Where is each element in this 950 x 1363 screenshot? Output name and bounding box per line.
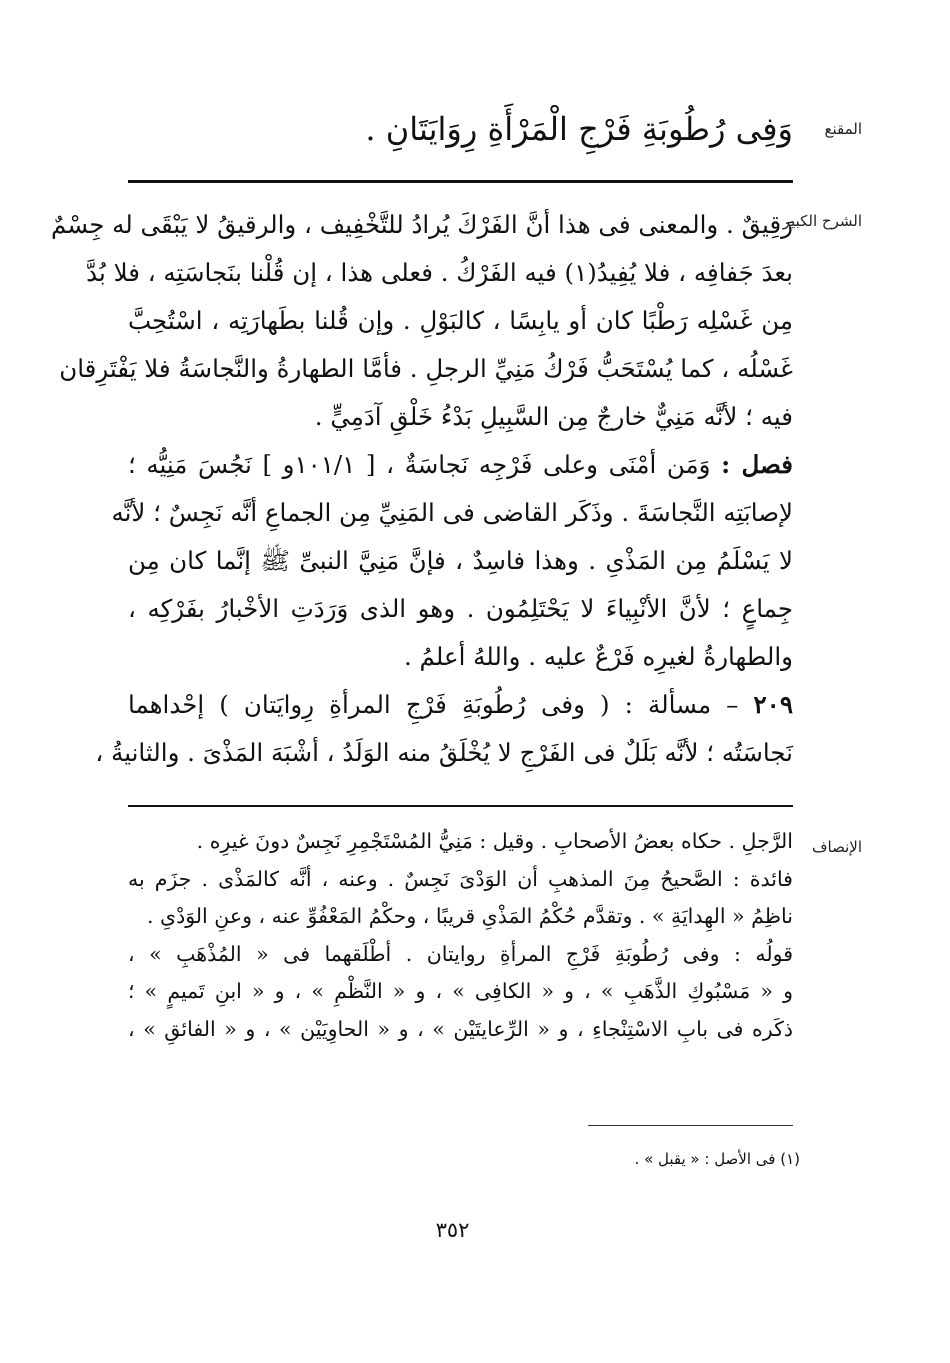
fasl-first-line (128, 441, 793, 489)
sharh-line: غَسْلُه ، كما يُسْتَحَبُّ فَرْكُ مَنِيِّ الرجلِ . فأمَّا الطهارةُ والنَّجاسَةُ فلا يَفْتَرِقان (59, 354, 793, 383)
fasl-first-text: وَمَن أمْنَى وعلى فَرْجِه نَجاسَةٌ ، [ ١٠١/١و ] نَجُسَ مَنِيُّه ؛ (128, 450, 711, 479)
insaf-line: الرَّجلِ . حكاه بعضُ الأصحابِ . وقيل : مَنِيُّ المُسْتَجْمِرِ نَجِسٌ دونَ غيرِه . (196, 829, 793, 853)
insaf-label: الإنصاف (811, 838, 862, 856)
sharh-line: فيه ؛ لأنَّه مَنِيٌّ خارجٌ مِن السَّبِيلِ بَدْءُ خَلْقِ آدَمِيٍّ . (314, 402, 793, 431)
insaf-line: و « مَسْبُوكِ الذَّهَبِ » ، و « الكافِى » ، و « النَّظْمِ » ، و « ابنِ تَميمٍ » ؛ (128, 979, 793, 1003)
insaf-line: ناظِمُ « الهِدايَةِ » . وتقدَّم حُكْمُ المَذْىِ قريبًا ، وحكْمُ المَعْفُوِّ عنه ، وعنِ الوَدْىِ . (146, 904, 793, 928)
sharh-line: بعدَ جَفافِه ، فلا يُفِيدُ(١) فيه الفَرْكُ . فعلى هذا ، إن قُلْنا بنَجاسَتِه ، فلا بُدَّ (86, 258, 793, 287)
sharh-label: الشرح الكبير (782, 212, 862, 230)
muqni-label: المقنع (824, 120, 862, 138)
masala-number: ٢٠٩ (753, 690, 793, 719)
fasl-line: والطهارةُ لغيرِه فَرْعٌ عليه . واللهُ أعلمُ . (403, 642, 793, 671)
footnote: (١) فى الأصل : « يقبل » . (634, 1150, 800, 1168)
muqni-divider (128, 180, 793, 183)
fasl-line: جِماعٍ ؛ لأنَّ الأنْبِياءَ لا يَحْتَلِمُون . وهو الذى وَرَدَتِ الأخْبارُ بفَرْكِه ، (128, 594, 793, 623)
masala-first-line (128, 681, 793, 729)
masala-line: نَجاسَتُه ؛ لأنَّه بَلَلٌ فى الفَرْجِ لا يُخْلَقُ منه الوَلَدُ ، أشْبَهَ المَذْىَ . والثانيةُ ، (95, 738, 793, 767)
insaf-line: قولُه : وفى رُطُوبَةِ فَرْجِ المرأةِ روايتان . أطْلَقهما فى « المُذْهَبِ » ، (128, 941, 793, 966)
masala-first-text: – مسألة : ( وفى رُطُوبَةِ فَرْجِ المرأةِ رِوايَتان ) إحْداهما (128, 690, 739, 719)
page-number: ٣٥٢ (435, 1218, 470, 1242)
footnote-divider (588, 1125, 793, 1126)
fasl-line: لإصابَتِه النَّجاسَةَ . وذَكَر القاضى فى المَنِيِّ مِن الجماعِ أنَّه نَجِسٌ ؛ لأنَّه (111, 498, 793, 527)
insaf-line: فائدة : الصَّحيحُ مِنَ المذهبِ أن الوَدْىَ نَجِسٌ . وعنه ، أنَّه كالمَذْى . جزَم به (128, 866, 793, 891)
insaf-line: ذكَره فى بابِ الاسْتِنْجاءِ ، و « الرِّعايتَيْن » ، و « الحاوِيَيْن » ، و « الفائقِ » ، (128, 1016, 793, 1041)
muqni-section (128, 107, 793, 151)
sharh-line: رَقِيقٌ . والمعنى فى هذا أنَّ الفَرْكَ يُرادُ للتَّخْفِيف ، والرقيقُ لا يَبْقَى له جِسْمٌ (51, 210, 793, 239)
sharh-divider (128, 805, 793, 807)
sharh-line: مِن غَسْلِه رَطْبًا كان أو يابِسًا ، كالبَوْلِ . وإن قُلنا بطَهارَتِه ، اسْتُحِبَّ (128, 306, 793, 335)
muqni-text: وَفِى رُطُوبَةِ فَرْجِ الْمَرْأَةِ رِوَايَتَانِ . (365, 110, 793, 148)
sharh-section (51, 201, 793, 777)
fasl-heading: فصل : (721, 450, 793, 479)
fasl-line: لا يَسْلَمُ مِن المَذْىِ . وهذا فاسِدٌ ، فإنَّ مَنِيَّ النبىِّ ﷺ إنَّما كان مِن (128, 546, 793, 575)
insaf-section (128, 823, 793, 1048)
